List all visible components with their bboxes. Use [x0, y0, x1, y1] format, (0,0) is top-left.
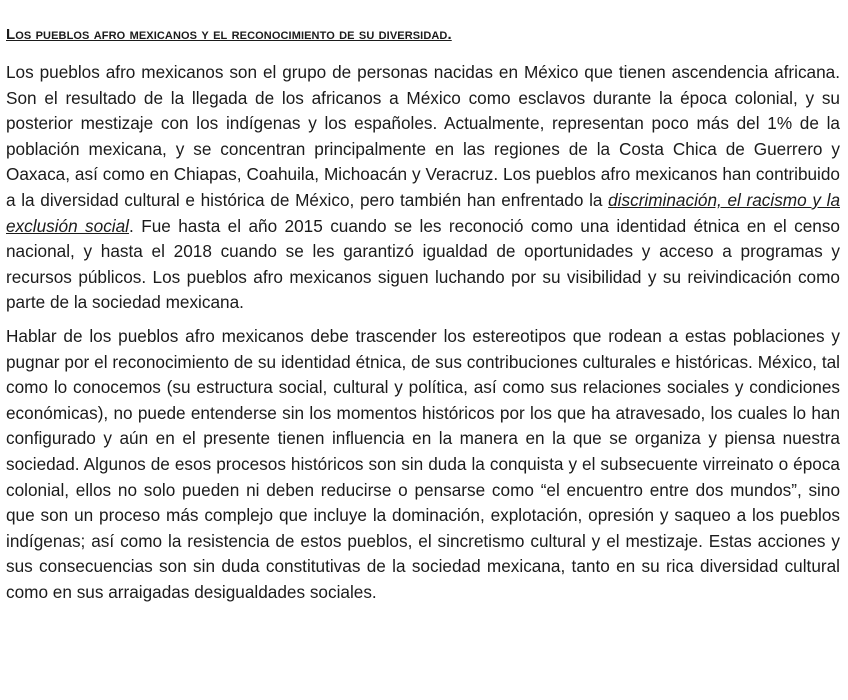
document-page	[6, 24, 840, 613]
paragraph-1	[6, 60, 840, 316]
paragraph-1-text-start: Los pueblos afro mexicanos son el grupo de personas nacidas en México que tienen ascendencia africana. Son el resultado de la llegada de los africanos a México como esclavos durante la época colonial, y su posterior mestizaje con los indígenas y los españoles. Actualmente, representan poco más del 1% de la población mexicana, y se concentran principalmente en las regiones de la Costa Chica de Guerrero y Oaxaca, así como en Chiapas, Coahuila, Michoacán y Veracruz. Los pueblos afro mexicanos han contribuido a la diversidad cultural e histórica de México, pero también han enfrentado la	[6, 62, 840, 210]
paragraph-1-text-end: . Fue hasta el año 2015 cuando se les reconoció como una identidad étnica en el censo nacional, y hasta el 2018 cuando se les garantizó igualdad de oportunidades y acceso a programas y recursos públicos. Los pueblos afro mexicanos siguen luchando por su visibilidad y su reivindicación como parte de la sociedad mexicana.	[6, 215, 840, 313]
paragraph-2: Hablar de los pueblos afro mexicanos debe trascender los estereotipos que rodean a estas poblaciones y pugnar por el reconocimiento de su identidad étnica, de sus contribuciones culturales e históricas. México, tal como lo conocemos (su estructura social, cultural y política, así como sus relaciones sociales y condiciones económicas), no puede entenderse sin los momentos históricos por los que ha atravesado, los cuales lo han configurado y aún en el presente tienen influencia en la manera en la que se organiza y piensa nuestra sociedad. Algunos de esos procesos históricos son sin duda la conquista y el subsecuente virreinato o época colonial, ellos no solo pueden ni deben reducirse o pensarse como “el encuentro entre dos mundos”, sino que son un proceso más complejo que incluye la dominación, explotación, opresión y saqueo a los pueblos indígenas; así como la resistencia de estos pueblos, el sincretismo cultural y el mestizaje. Estas acciones y sus consecuencias son sin duda constitutivas de la sociedad mexicana, tanto en su rica diversidad cultural como en sus arraigadas desigualdades sociales.	[6, 325, 840, 602]
document-title: Los pueblos afro mexicanos y el reconocimiento de su diversidad.	[6, 26, 452, 43]
emphasized-phrase: discriminación, el racismo y la exclusión social	[6, 189, 840, 236]
